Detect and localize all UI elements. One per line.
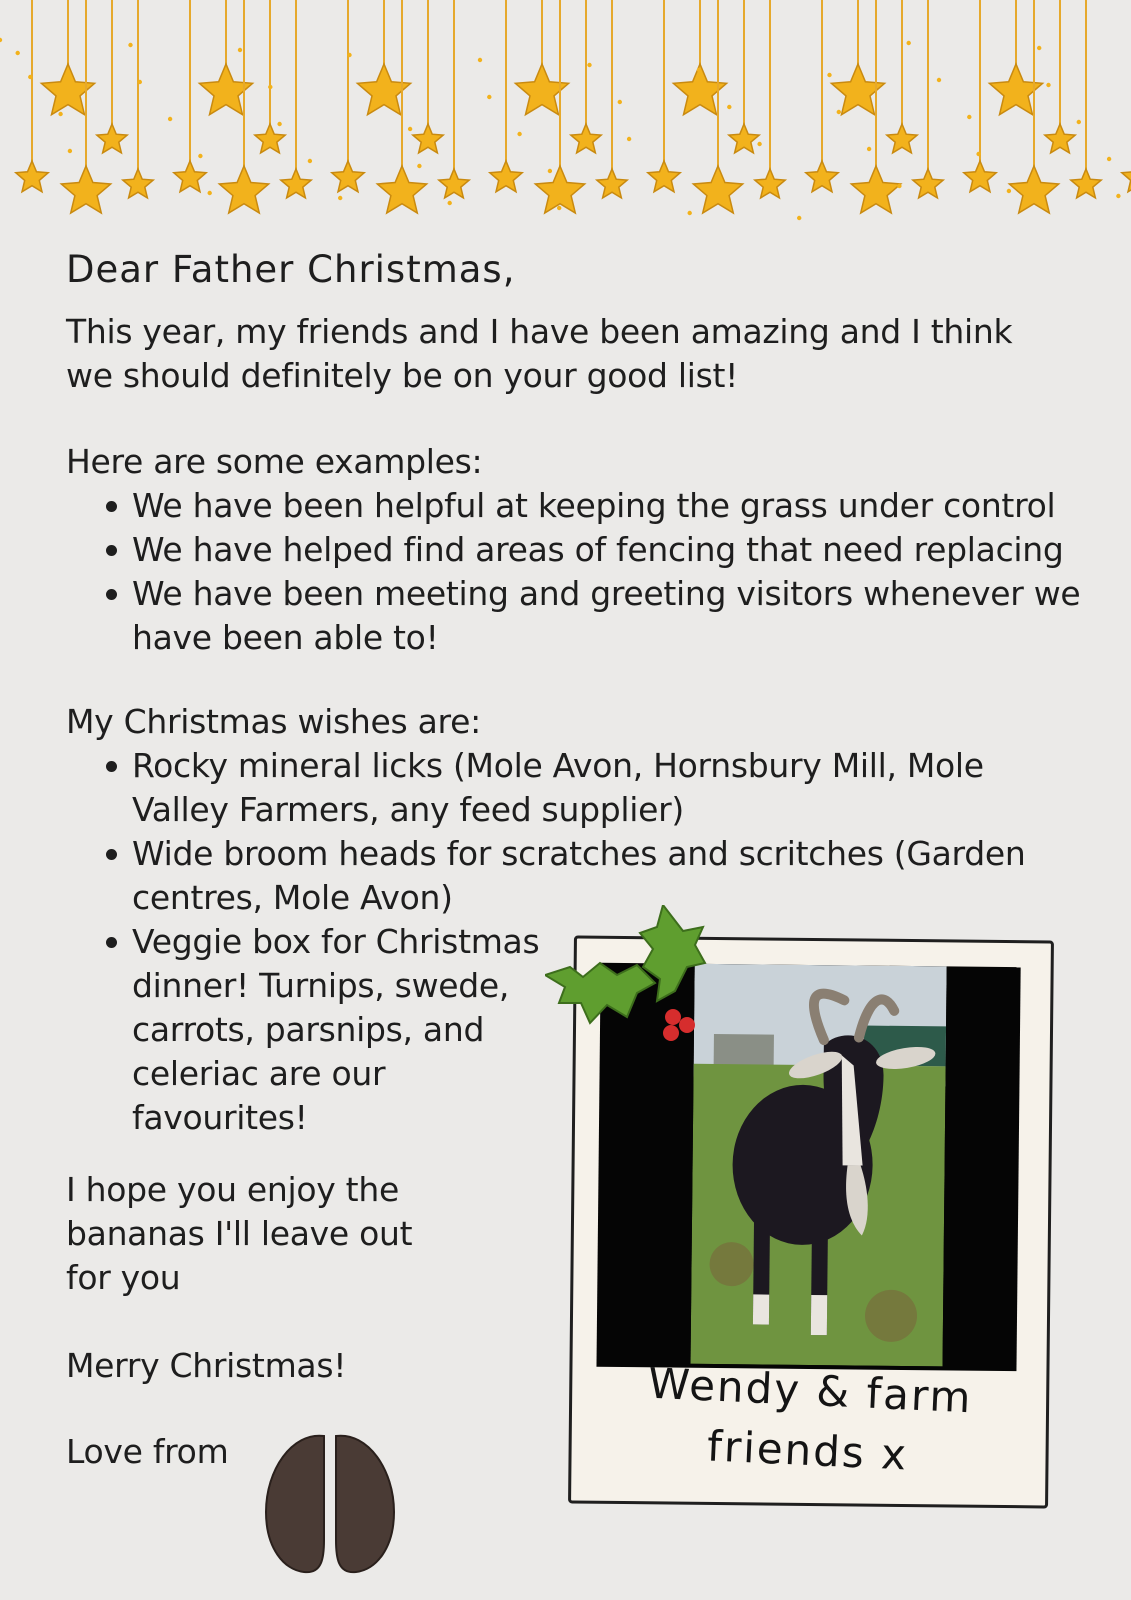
star-icon xyxy=(16,161,48,192)
star-icon xyxy=(851,166,900,213)
sparkle-dot xyxy=(128,43,132,47)
star-icon xyxy=(123,169,153,198)
sparkle-dot xyxy=(557,206,561,210)
sparkle-dot xyxy=(657,174,661,178)
letter-closing: I hope you enjoy the bananas I'll leave out for you xyxy=(66,1170,413,1297)
star-icon xyxy=(255,124,285,153)
sparkle-dot xyxy=(587,63,591,67)
holly-berry xyxy=(665,1009,681,1025)
sparkle-dot xyxy=(138,80,142,84)
star-icon xyxy=(377,166,426,213)
sparkle-dot xyxy=(517,132,521,136)
love-from: Love from xyxy=(66,1432,229,1471)
star-icon xyxy=(1045,124,1075,153)
wishes-heading: My Christmas wishes are: xyxy=(66,702,481,741)
star-icon xyxy=(413,124,443,153)
sparkle-dot xyxy=(448,201,452,205)
example-item: We have helped find areas of fencing that need replacing xyxy=(132,528,1092,572)
sparkle-dot xyxy=(867,147,871,151)
hoof-print-icon xyxy=(262,1430,398,1580)
sparkle-dot xyxy=(618,100,622,104)
sparkle-dot xyxy=(58,112,62,116)
wish-item: Veggie box for Christmas dinner! Turnips, swede, carrots, parsnips, and celeriac are our favourites! xyxy=(132,920,552,1140)
holly-leaf-left xyxy=(545,963,655,1023)
sparkle-dot xyxy=(976,152,980,156)
letter-greeting: Dear Father Christmas, xyxy=(66,248,516,291)
hoof-left-half xyxy=(266,1436,324,1572)
sparkle-dot xyxy=(897,184,901,188)
sparkle-dot xyxy=(208,191,212,195)
star-icon xyxy=(648,161,680,192)
examples-list xyxy=(132,484,1092,660)
star-icon xyxy=(219,166,268,213)
sparkle-dot xyxy=(1107,157,1111,161)
star-icon xyxy=(597,169,627,198)
sparkle-dot xyxy=(338,196,342,200)
polaroid-caption xyxy=(569,1350,1048,1491)
sparkle-dot xyxy=(967,115,971,119)
sparkle-dot xyxy=(1037,46,1041,50)
sparkle-dot xyxy=(487,95,491,99)
example-item: We have been helpful at keeping the grass under control xyxy=(132,484,1092,528)
holly-berry xyxy=(679,1017,695,1033)
star-icon xyxy=(1009,166,1058,213)
sparkle-dot xyxy=(347,53,351,57)
star-icon xyxy=(755,169,785,198)
sparkle-dot xyxy=(688,211,692,215)
star-icon xyxy=(693,166,742,213)
star-icon xyxy=(490,161,522,192)
sparkle-dot xyxy=(1046,83,1050,87)
star-icon xyxy=(281,169,311,198)
sparkle-dot xyxy=(28,75,32,79)
sparkle-dot xyxy=(827,73,831,77)
sparkle-dot xyxy=(797,216,801,220)
caption-line-2: friends x xyxy=(706,1421,910,1480)
sparkle-dot xyxy=(408,127,412,131)
sparkle-dot xyxy=(268,85,272,89)
sparkle-dot xyxy=(308,159,312,163)
sparkle-dot xyxy=(417,164,421,168)
sparkle-dot xyxy=(907,41,911,45)
sparkle-dot xyxy=(627,137,631,141)
sparkle-dot xyxy=(16,51,20,55)
hoof-right-half xyxy=(336,1436,394,1572)
wish-item: Rocky mineral licks (Mole Avon, Hornsbury Mill, Mole Valley Farmers, any feed supplier) xyxy=(132,744,1062,832)
merry-christmas: Merry Christmas! xyxy=(66,1346,347,1385)
sparkle-dot xyxy=(1077,120,1081,124)
sparkle-dot xyxy=(937,78,941,82)
sparkle-dot xyxy=(1007,189,1011,193)
sparkle-dot xyxy=(478,58,482,62)
sparkle-dot xyxy=(837,110,841,114)
sparkle-dot xyxy=(238,48,242,52)
caption-line-1: Wendy & farm xyxy=(647,1358,974,1423)
sparkle-dot xyxy=(277,122,281,126)
hanging-stars-decoration xyxy=(0,0,1131,235)
sparkle-dot xyxy=(198,154,202,158)
sparkle-dot xyxy=(1116,194,1120,198)
star-icon xyxy=(887,124,917,153)
example-item: We have been meeting and greeting visitors whenever we have been able to! xyxy=(132,572,1092,660)
star-icon xyxy=(439,169,469,198)
sparkle-dot xyxy=(767,179,771,183)
star-icon xyxy=(1122,161,1131,192)
star-icon xyxy=(1071,169,1101,198)
wish-item: Wide broom heads for scratches and scritches (Garden centres, Mole Avon) xyxy=(132,832,1062,920)
sparkle-dot xyxy=(168,117,172,121)
sparkle-dot xyxy=(378,90,382,94)
holly-icon xyxy=(545,905,715,1055)
star-icon xyxy=(729,124,759,153)
star-icon xyxy=(97,124,127,153)
star-icon xyxy=(806,161,838,192)
star-icon xyxy=(535,166,584,213)
examples-heading: Here are some examples: xyxy=(66,442,483,481)
letter-intro: This year, my friends and I have been amazing and I think we should definitely be on your good list! xyxy=(66,312,1013,395)
sparkle-dot xyxy=(98,186,102,190)
star-icon xyxy=(964,161,996,192)
goat-photo xyxy=(691,964,947,1367)
star-icon xyxy=(61,166,110,213)
sparkle-dot xyxy=(697,68,701,72)
sparkle-dot xyxy=(727,105,731,109)
holly-berry xyxy=(663,1025,679,1041)
sparkle-dot xyxy=(68,149,72,153)
star-icon xyxy=(913,169,943,198)
star-icon xyxy=(571,124,601,153)
sparkle-dot xyxy=(757,142,761,146)
star-icon xyxy=(332,161,364,192)
sparkle-dot xyxy=(548,169,552,173)
star-icon xyxy=(174,161,206,192)
sparkle-dot xyxy=(0,38,2,42)
